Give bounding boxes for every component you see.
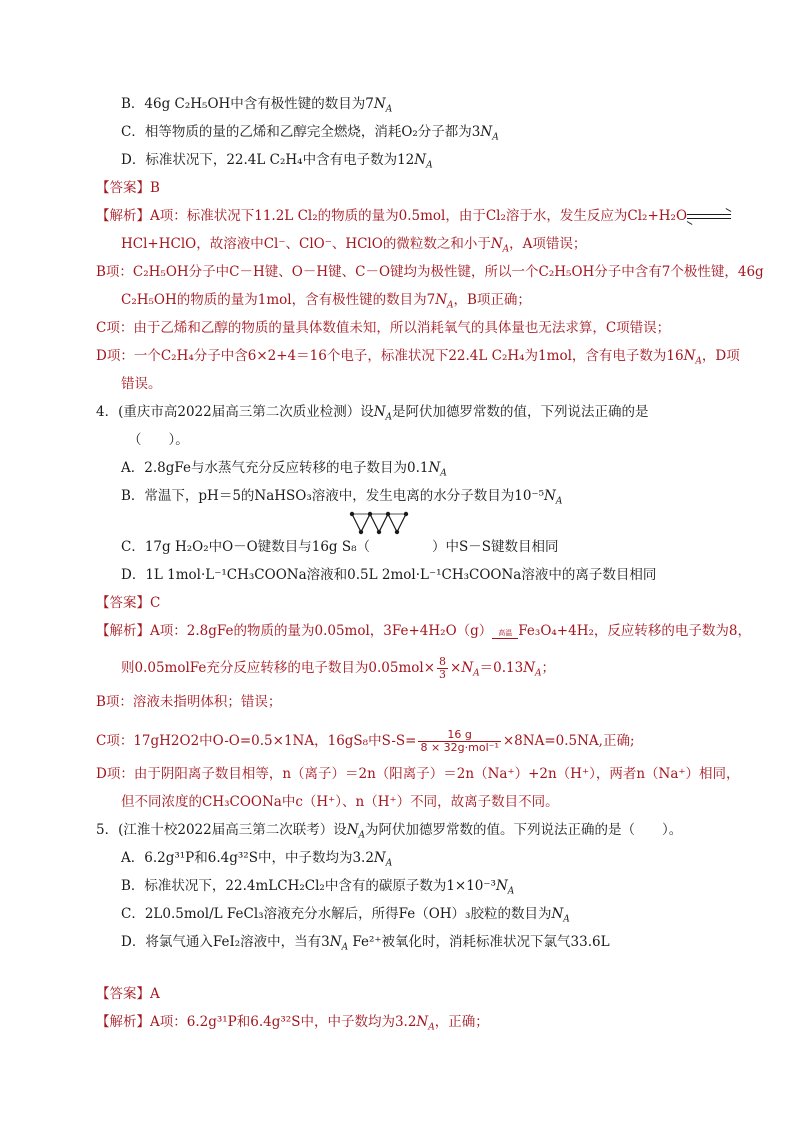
- na-symbol: $N_A$: [373, 96, 393, 115]
- q5-option-b: B．标准状况下，22.4mLCH₂Cl₂中含有的碳原子数为$1\times 10^{-3}N_A$: [121, 878, 515, 897]
- q4-option-b: B．常温下，pH＝5的NaHSO₃溶液中，发生电离的水分子数目为$10^{-5}N_A$: [121, 488, 563, 507]
- q4-analysis-a1: 【解析】A项：2.8gFe的物质的量为0.05mol，3Fe+4H₂O（g） 高温 Fe₃O₄+4H₂，反应转移的电子数为8，: [96, 623, 751, 639]
- q4-analysis-c: C项：17gH2O2中O-O=0.5×1NA，16gS₈中S-S= $\frac{16 g}{\text{8 × 32g·mol⁻¹}}$ ×8NA=0.5NA,正确;: [96, 728, 635, 754]
- q5-stem: 5．(江淮十校2022届高三第二次联考）设$N_A$为阿伏加德罗常数的值。下列说法正确的是（ ）。: [96, 822, 683, 841]
- fraction-8-3: $\frac{8}{3}$: [439, 655, 447, 681]
- q5-analysis-a: 【解析】A项：6.2g³¹P和6.4g³²S中，中子数均为$3.2N_A$，正确；: [96, 1014, 489, 1033]
- q3-option-c: C．相等物质的量的乙烯和乙醇完全燃烧，消耗O₂分子都为$3N_A$: [121, 124, 499, 143]
- q5-option-c: C．2L0.5mol/L FeCl₃溶液充分水解后，所得Fe（OH）₃胶粒的数目为$N_A$: [121, 906, 570, 925]
- answer-value: A: [150, 986, 160, 1002]
- q4-stem: 4．(重庆市高2022届高三第二次质业检测）设$N_A$是阿伏加德罗常数的值，下列说法正确的是: [96, 404, 649, 423]
- q5-option-d: D．将氯气通入FeI₂溶液中，当有$3N_A$ Fe²⁺被氧化时，消耗标准状况下氯气33.6L: [121, 934, 610, 953]
- q3-analysis-a2: HCl+HClO，故溶液中Cl⁻、ClO⁻、HClO的微粒数之和小于$N_A$，A项错误；: [121, 236, 587, 255]
- q4-blank: （ ）。: [128, 432, 189, 448]
- reaction-condition-arrow: 高温: [492, 629, 518, 639]
- answer-value: C: [150, 595, 161, 611]
- q4-option-c: C．17g H₂O₂中O－O键数目与16g S₈（ ）中S－S键数目相同: [121, 539, 559, 555]
- q3-analysis-d2: 错误。: [121, 376, 162, 392]
- fraction-s8: $\frac{16 g}{\text{8 × 32g·mol⁻¹}}$: [420, 728, 499, 754]
- q3-answer: [96, 179, 160, 197]
- q3-analysis-c: C项：由于乙烯和乙醇的物质的量具体数值未知，所以消耗氧气的具体量也无法求算，C项错误；: [96, 320, 671, 336]
- equilibrium-arrow-icon: [687, 211, 731, 223]
- analysis-tag: 【解析】: [96, 208, 150, 224]
- q4-option-a: A．2.8gFe与水蒸气充分反应转移的电子数目为$0.1N_A$: [121, 460, 447, 479]
- q5-option-a: A．6.2g³¹P和6.4g³²S中，中子数均为$3.2N_A$: [121, 850, 393, 869]
- q3-option-b: B．46g C₂H₅OH中含有极性键的数目为$7N_A$: [121, 96, 393, 115]
- q4-option-d: D．1L 1mol·L⁻¹CH₃COONa溶液和0.5L 2mol·L⁻¹CH₃COONa溶液中的离子数目相同: [121, 567, 657, 583]
- q4-analysis-d2: 但不同浓度的CH₃COONa中c（H⁺）、n（H⁺）不同，故离子数目不同。: [121, 794, 559, 810]
- q4-analysis-b: B项：溶液未指明体积；错误；: [96, 694, 282, 710]
- q4-analysis-d1: D项：由于阴阳离子数目相等，n（离子）＝2n（阳离子）＝2n（Na⁺）+2n（H⁺），两者n（Na⁺）相同，: [96, 766, 740, 782]
- answer-value: B: [150, 180, 160, 196]
- q4-analysis-a2: 则0.05molFe充分反应转移的电子数目为0.05mol× $\frac{8}{3}$ $\times N_A=0.13N_A$；: [121, 655, 556, 681]
- answer-tag: 【答案】: [96, 180, 150, 196]
- q3-analysis-a1: 【解析】A项：标准状况下11.2L Cl₂的物质的量为0.5mol，由于Cl₂溶于水，发生反应为Cl₂+H₂O: [96, 207, 731, 225]
- q4-answer: 【答案】C: [96, 595, 161, 611]
- q3-analysis-b2: C₂H₅OH的物质的量为1mol，含有极性键的数目为$7N_A$，B项正确；: [121, 292, 531, 311]
- q3-analysis-b1: B项：C₂H₅OH分子中C－H键、O－H键、C－O键均为极性键，所以一个C₂H₅OH分子中含有7个极性键，46g: [96, 264, 764, 280]
- q3-analysis-d1: D项：一个C₂H₄分子中含6×2+4＝16个电子，标准状况下22.4L C₂H₄为1mol，含有电子数为$16N_A$，D项: [96, 348, 740, 367]
- q5-answer: 【答案】A: [96, 986, 160, 1002]
- na-symbol: $N_A$: [414, 152, 433, 171]
- na-symbol: $N_A$: [480, 124, 499, 143]
- s8-crown-structure-icon: [348, 508, 410, 536]
- q3-option-d: D．标准状况下，22.4L C₂H₄中含有电子数为$12N_A$: [121, 152, 433, 171]
